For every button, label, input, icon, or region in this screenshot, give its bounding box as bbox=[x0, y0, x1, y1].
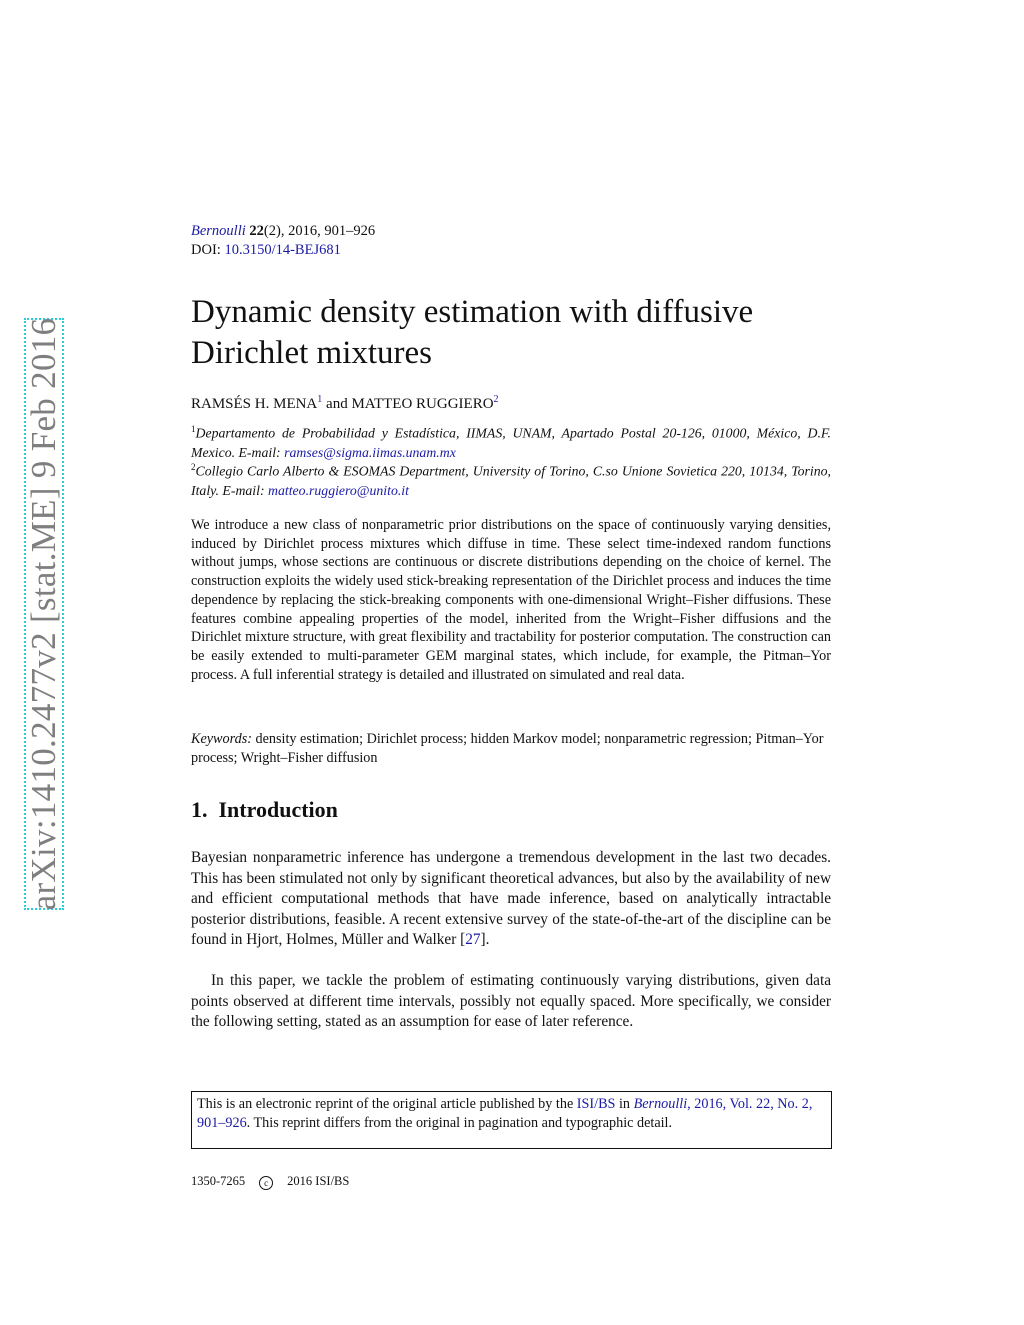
journal-citation bbox=[191, 222, 375, 241]
journal-name-link[interactable]: Bernoulli bbox=[191, 223, 246, 239]
reprint-post: . This reprint differs from the original in pagination and typographic detail. bbox=[246, 1114, 673, 1131]
affiliation-1-email[interactable]: ramses@sigma.iimas.unam.mx bbox=[284, 444, 456, 460]
affiliation-1 bbox=[191, 420, 831, 462]
keywords bbox=[191, 730, 831, 767]
section-number: 1. bbox=[191, 797, 208, 822]
reprint-details: , 2016, Vol. 22, No. 2, 901–926 bbox=[197, 1096, 813, 1131]
affiliation-2-text: Collegio Carlo Alberto & ESOMAS Department, University of Torino, C.so Unione Sovietica 220, 10134, Torino, Italy. E-mail: bbox=[191, 463, 831, 498]
section-title: Introduction bbox=[218, 797, 338, 822]
citation-link[interactable]: 27 bbox=[465, 931, 481, 948]
keywords-label: Keywords: bbox=[191, 731, 252, 747]
affiliation-2 bbox=[191, 458, 831, 500]
issn: 1350-7265 bbox=[191, 1174, 246, 1188]
intro-paragraph-1-text: Bayesian nonparametric inference has undergone a tremendous development in the last two decades. This has been stimulated not only by significant theoretical advances, but also by the availability of new and efficient computational methods that have made inference, based on analytically intractable posterior distributions, feasible. A recent extensive survey of the state-of-the-art of the discipline can be found in Hjort, Holmes, Müller and Walker bbox=[191, 849, 831, 948]
affiliation-1-text: Departamento de Probabilidad y Estadística, IIMAS, UNAM, Apartado Postal 20-126, 01000, México, D.F. Mexico. E-mail: bbox=[191, 425, 831, 460]
author-1-affil-ref[interactable]: 1 bbox=[317, 394, 323, 405]
title-line-2: Dirichlet mixtures bbox=[191, 335, 433, 371]
copyright-line bbox=[191, 1173, 349, 1190]
author-2-affil-ref[interactable]: 2 bbox=[493, 394, 499, 405]
journal-info bbox=[191, 222, 375, 260]
arxiv-id: arXiv:1410.2477v2 [stat.ME] 9 Feb 2016 bbox=[24, 317, 63, 911]
doi-line bbox=[191, 241, 375, 260]
reprint-journal: Bernoulli bbox=[633, 1096, 688, 1112]
author-2: MATTEO RUGGIERO bbox=[351, 396, 494, 412]
keywords-text: density estimation; Dirichlet process; hidden Markov model; nonparametric regression; Pitman–Yor process; Wright–Fisher diffusion bbox=[191, 731, 824, 766]
copyright-icon: c bbox=[259, 1176, 273, 1190]
author-conjunction: and bbox=[326, 396, 348, 412]
affiliation-1-mark: 1 bbox=[191, 424, 196, 434]
isi-bs-link[interactable]: ISI/BS bbox=[576, 1096, 616, 1112]
intro-paragraph-1: Bayesian nonparametric inference has undergone a tremendous development in the last two decades. This has been stimulated not only by significant theoretical advances, but also by the availability of new and efficient computational methods that have made inference, based on analytically intractable posterior distributions, feasible. A recent extensive survey of the state-of-the-art of the discipline can be found in Hjort, Holmes, Müller and Walker [27]. bbox=[191, 849, 831, 948]
arxiv-stamp bbox=[24, 318, 64, 910]
abstract: We introduce a new class of nonparametric prior distributions on the space of continuously varying densities, induced by Dirichlet process mixtures which diffuse in time. These select time-indexed random functions without jumps, whose sections are continuous or discrete distributions depending on the choice of kernel. The construction exploits the widely used stick-breaking representation of the Dirichlet process and induces the time dependence by replacing the stick-breaking components with one-dimensional Wright–Fisher diffusions. These features combine appealing properties of the model, inherited from the Wright–Fisher diffusions and the Dirichlet mixture structure, with great flexibility and tractability for posterior computation. The construction can be easily extended to multi-parameter GEM marginal states, which include, for example, the Pitman–Yor process. A full inferential strategy is detailed and illustrated on simulated and real data. bbox=[191, 517, 831, 683]
author-list bbox=[191, 390, 499, 414]
affiliation-2-email[interactable]: matteo.ruggiero@unito.it bbox=[268, 482, 409, 498]
paper-title bbox=[191, 292, 831, 374]
reprint-notice bbox=[191, 1091, 832, 1149]
title-line-1: Dynamic density estimation with diffusive bbox=[191, 294, 754, 330]
reprint-pre: This is an electronic reprint of the original article published by the bbox=[197, 1096, 574, 1112]
intro-paragraph-2: In this paper, we tackle the problem of estimating continuously varying distributions, given data points observed at different time intervals, possibly not equally spaced. More specifically, we consider the following setting, stated as an assumption for ease of later reference. bbox=[191, 972, 831, 1030]
doi-label: DOI: bbox=[191, 242, 221, 258]
doi-link[interactable]: 10.3150/14-BEJ681 bbox=[224, 242, 341, 258]
author-1: RAMSÉS H. MENA bbox=[191, 396, 318, 412]
section-heading bbox=[191, 797, 338, 823]
copyright-holder: 2016 ISI/BS bbox=[287, 1174, 350, 1188]
intro-paragraph-1-end: . bbox=[485, 931, 490, 948]
journal-issue-pages: (2), 2016, 901–926 bbox=[263, 223, 376, 239]
reprint-in: in bbox=[618, 1096, 631, 1112]
journal-volume: 22 bbox=[249, 223, 264, 239]
affiliation-2-mark: 2 bbox=[191, 462, 196, 472]
